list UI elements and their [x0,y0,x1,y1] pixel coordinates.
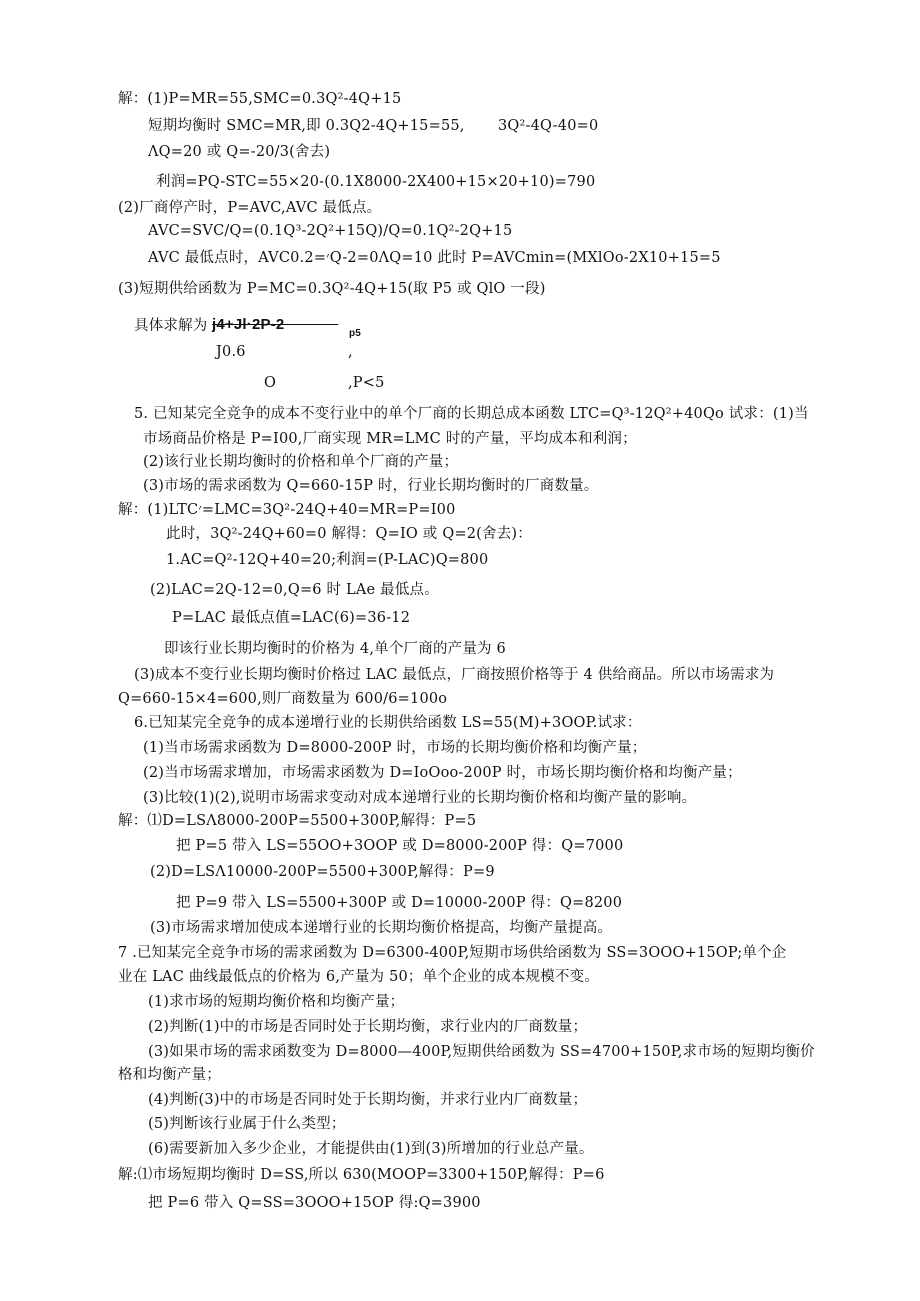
text-line: 解：(1)LTC׳=LMC=3Q²-24Q+40=MR=P=I00 [118,502,456,518]
supply-function-condition: p5 [349,328,362,339]
text-line: (2)当市场需求增加，市场需求函数为 D=IoOoo-200P 时，市场长期均衡价格和均衡产量； [143,765,742,781]
text-line: 市场商品价格是 P=I00,厂商实现 MR=LMC 时的产量，平均成本和利润； [143,431,637,447]
text-line: 把 P=9 带入 LS=5500+300P 或 D=10000-200P 得：Q=8200 [176,895,623,911]
text-line: (2)D=LSΛ10000-200P=5500+300P,解得：P=9 [150,864,495,880]
text-line: 5. 已知某完全竞争的成本不变行业中的单个厂商的长期总成本函数 LTC=Q³-12Q²+40Qo 试求：(1)当 [134,406,809,422]
text-line: (3)比较(1)(2),说明市场需求变动对成本递增行业的长期均衡价格和均衡产量的影响。 [143,790,697,806]
text-line: 短期均衡时 SMC=MR,即 0.3Q2-4Q+15=55, [148,118,465,134]
text-line: 即该行业长期均衡时的价格为 4,单个厂商的产量为 6 [164,641,506,657]
text-line: 6.已知某完全竞争的成本递增行业的长期供给函数 LS=55(M)+3OOP.试求： [134,715,642,731]
text-line: (3)如果市场的需求函数变为 D=8000—400P,短期供给函数为 SS=4700+150P,求市场的短期均衡价 [148,1044,815,1060]
text-line: 格和均衡产量； [118,1067,221,1083]
text-line: 把 P=6 带入 Q=SS=3OOO+15OP 得:Q=3900 [148,1195,481,1211]
text-line: AVC=SVC/Q=(0.1Q³-2Q²+15Q)/Q=0.1Q²-2Q+15 [148,223,513,239]
text-line: ΛQ=20 或 Q=-20/3(舍去) [148,144,331,160]
text-line: 7 .已知某完全竞争市场的需求函数为 D=6300-400P,短期市场供给函数为 SS=3OOO+15OP;单个企 [118,945,787,961]
text-line: (3)成本不变行业长期均衡时价格过 LAC 最低点，厂商按照价格等于 4 供给商品。所以市场需求为 [134,667,775,683]
text-line: (2)该行业长期均衡时的价格和单个厂商的产量； [143,454,459,470]
text-line: (6)需要新加入多少企业，才能提供由(1)到(3)所增加的行业总产量。 [148,1141,594,1157]
text-line: ,P<5 [348,375,385,391]
text-line: (1)求市场的短期均衡价格和均衡产量； [148,994,405,1010]
text-line: 3Q²-4Q-40=0 [498,118,599,134]
text-line: (3)短期供给函数为 P=MC=0.3Q²-4Q+15(取 P5 或 QlO 一段) [118,281,546,297]
text-line: (3)市场需求增加使成本递增行业的长期均衡价格提高，均衡产量提高。 [150,920,613,936]
text-line: (4)判断(3)中的市场是否同时处于长期均衡，并求行业内厂商数量； [148,1092,588,1108]
text-line: , [348,344,353,360]
text-line: 利润=PQ-STC=55×20-(0.1X8000-2X400+15×20+10)=790 [156,174,596,190]
text-line: Q=660-15×4=600,则厂商数量为 600/6=100o [118,691,448,707]
text-line: 解:⑴市场短期均衡时 D=SS,所以 630(MOOP=3300+150P,解得：P=6 [118,1167,605,1183]
text-line: 业在 LAC 曲线最低点的价格为 6,产量为 50；单个企业的成本规模不变。 [118,969,600,985]
text-line: (3)市场的需求函数为 Q=660-15P 时，行业长期均衡时的厂商数量。 [143,478,599,494]
text-line: (2)LAC=2Q-12=0,Q=6 时 LAe 最低点。 [150,582,439,598]
text-line: J0.6 [216,344,246,360]
text-line: AVC 最低点时，AVC׳=0.2Q-2=0ΛQ=10 此时 P=AVCmin=(MXlOo-2X10+15=5 [148,250,721,266]
text-line: O [264,375,277,391]
text-line: 此时，3Q²-24Q+60=0 解得：Q=IO 或 Q=2(舍去)： [166,526,532,542]
text-line: 1.AC=Q²-12Q+40=20;利润=(P-LAC)Q=800 [166,552,489,568]
text-line: (2)厂商停产时，P=AVC,AVC 最低点。 [118,200,382,216]
text-line: (1)当市场需求函数为 D=8000-200P 时，市场的长期均衡价格和均衡产量； [143,740,647,756]
text-line: 具体求解为 [134,318,208,334]
text-line: 解：⑴D=LSΛ8000-200P=5500+300P,解得：P=5 [118,813,477,829]
text-line: (5)判断该行业属于什么类型； [148,1116,346,1132]
text-line: P=LAC 最低点值=LAC(6)=36-12 [172,610,411,626]
text-line: 把 P=5 带入 LS=55OO+3OOP 或 D=8000-200P 得：Q=7000 [176,838,624,854]
text-line: 解：(1)P=MR=55,SMC=0.3Q²-4Q+15 [118,91,402,107]
text-line: (2)判断(1)中的市场是否同时处于长期均衡，求行业内的厂商数量； [148,1019,588,1035]
supply-function-expression: j4+Jl·2P-2 [212,316,285,333]
